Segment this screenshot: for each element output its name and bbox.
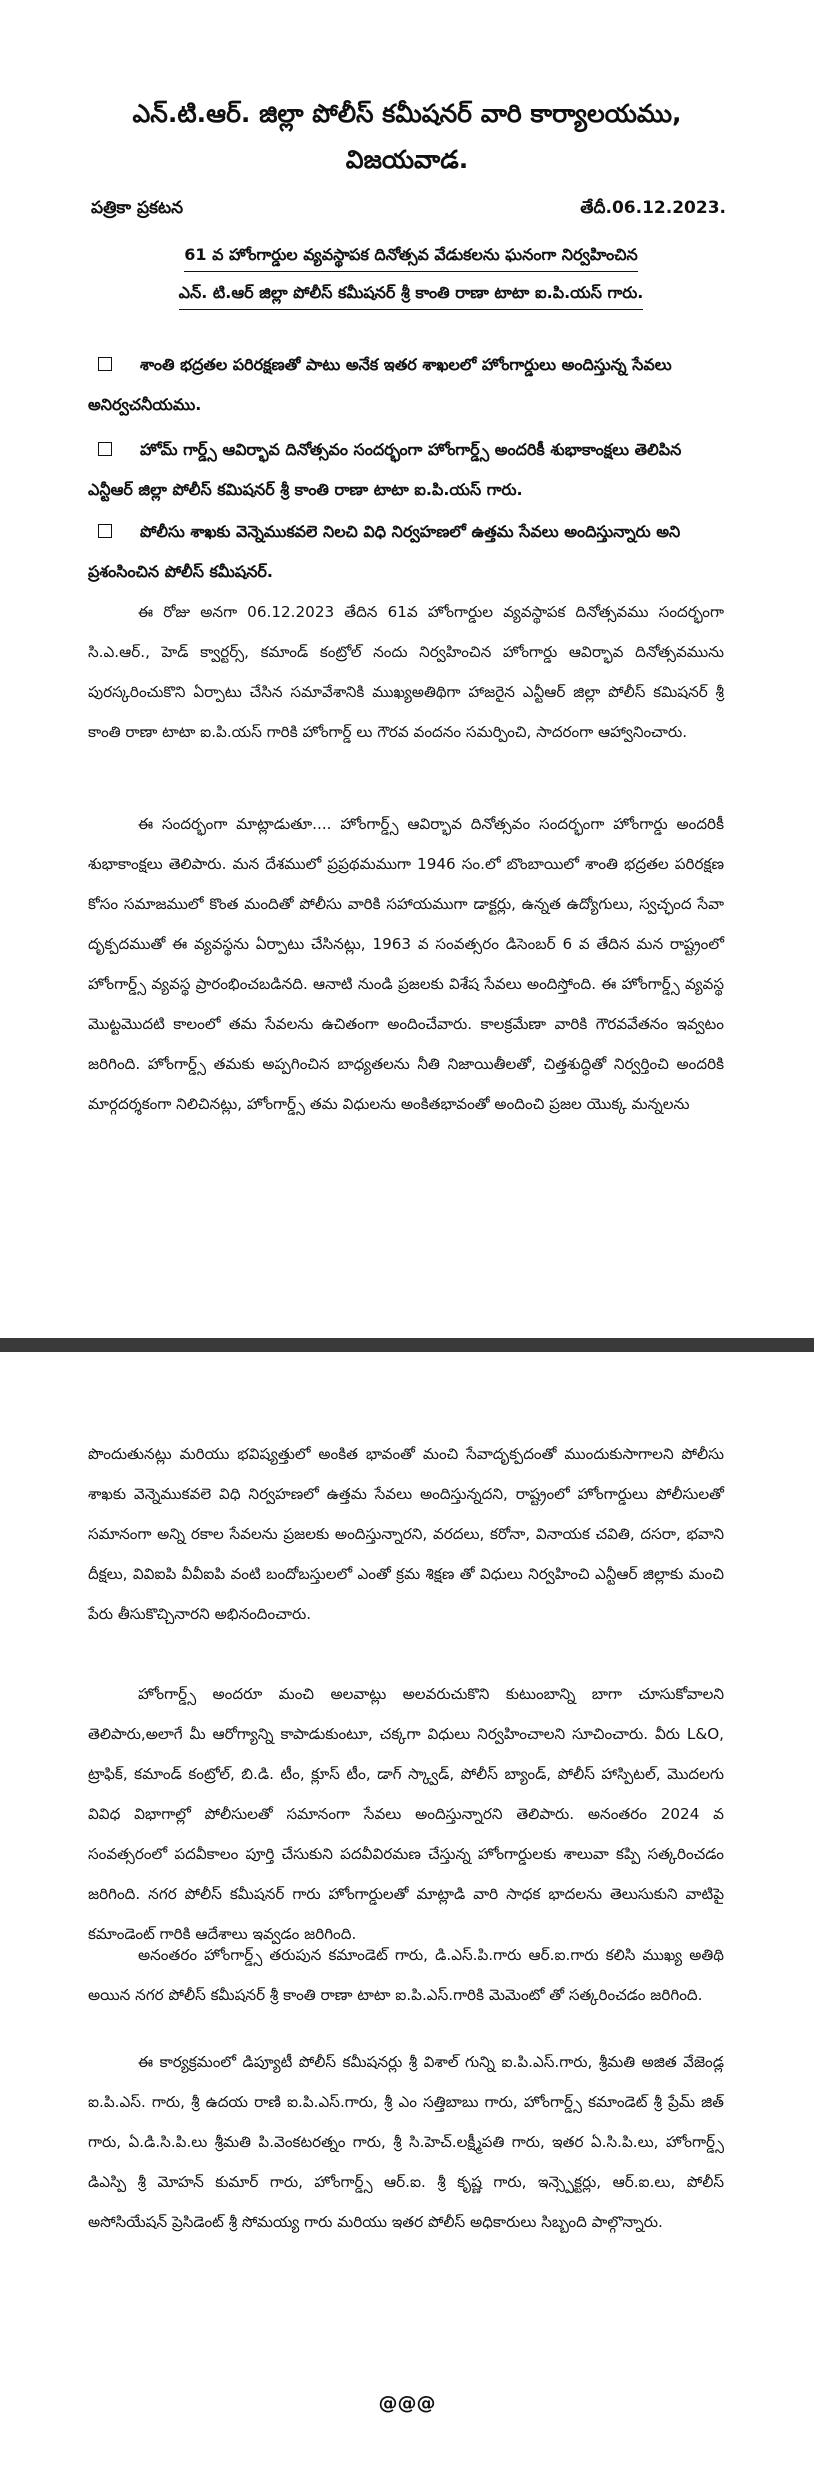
body-paragraph: అనంతరం హోంగార్డ్స్ తరుపున కమాండెట్ గారు, డి.ఎస్.పి.గారు ఆర్.ఐ.గారు కలిసి ముఖ్య అతిథి అయిన నగర పోలీస్ కమీషనర్ శ్రీ కాంతి రాణా టాటా ఐ.పి.ఎస్.గారికి మెమెంటో తో సత్కరించడం జరిగింది. <box>88 1946 724 2004</box>
checkbox-bullet-icon <box>98 524 112 538</box>
press-release-label: పత్రికా ప్రకటన <box>91 198 184 218</box>
press-release-date: తేదీ.06.12.2023. <box>580 198 726 218</box>
body-paragraph: హోంగార్డ్స్ అందరూ మంచి అలవాట్లు అలవరుచుకొని కుటుంబాన్ని బాగా చూసుకోవాలని తెలిపారు,అలాగే మీ ఆరోగ్యాన్ని కాపాడుకుంటూ, చక్కగా విధులు నిర్వహించాలని సూచించారు. వీరు L&O, ట్రాఫిక్, కమాండ్ కంట్రోల్, బి.డి. టీం, క్లూస్ టీం, డాగ్ స్క్వాడ్, పోలీస్ బ్యాండ్, పోలీస్ హాస్పిటల్, మొదలగు వివిధ విభాగాల్లో పోలీసులతో సమానంగా సేవలు అందిస్తున్నారని తెలిపారు. అనంతరం 2024 వ సంవత్సరంలో పదవీకాలం పూర్తి చేసుకుని పదవీవిరమణ చేస్తున్న హోంగార్డులకు శాలువా కప్పి సత్కరించడం జరిగింది. నగర పోలీస్ కమీషనర్ గారు హోంగార్డులతో మాట్లాడి వారి సాధక భాదలను తెలుసుకుని వాటిపై కమాండెంట్ గారికి ఆదేశాలు ఇవ్వడం జరిగింది. <box>88 1685 724 1943</box>
page-separator <box>0 1338 814 1352</box>
body-paragraph: పొందుతునట్లు మరియు భవిష్యత్తులో అంకిత భావంతో మంచి సేవాదృక్పదంతో ముందుకుసాగాలని పోలీసు శాఖకు వెన్నెముకవలె విధి నిర్వహణలో ఉత్తమ సేవలు అందిస్తున్నదని, రాష్ట్రంలో హోంగార్డులు పోలీసులతో సమానంగా అన్ని రకాల సేవలను ప్రజలకు అందిస్తున్నారని, వరదలు, కరోనా, వినాయక చవితి, దసరా, భవాని దీక్షలు, వివిఐపి వీవీఐపి వంటి బందోబస్తులలో ఎంతో క్రమ శిక్షణ తో విధులు నిర్వహించి ఎన్టీఆర్ జిల్లాకు మంచి పేరు తీసుకొచ్చినారని అభినందించారు. <box>88 1445 724 1623</box>
office-city: విజయవాడ. <box>345 145 469 174</box>
office-title: ఎన్.టి.ఆర్. జిల్లా పోలీస్ కమీషనర్ వారి కార్యాలయము, <box>132 99 682 128</box>
body-paragraph: ఈ కార్యక్రమంలో డిప్యూటీ పోలీస్ కమీషనర్లు శ్రీ విశాల్ గున్ని ఐ.పి.ఎస్.గారు, శ్రీమతి అజిత వేజెండ్ల ఐ.పి.ఎస్. గారు, శ్రీ ఉదయ రాణి ఐ.పి.ఎస్.గారు, శ్రీ ఎం సత్తిబాబు గారు, హోంగార్డ్స్ కమాండెట్ శ్రీ ప్రేమ్ జిత్ గారు, ఏ.డి.సి.పి.లు శ్రీమతి పి.వెంకటరత్నం గారు, శ్రీ సి.హెచ్.లక్ష్మీపతి గారు, ఇతర ఏ.సి.పి.లు, హోంగార్డ్స్ డిఎస్పి శ్రీ మోహన్ కుమార్ గారు, హోంగార్డ్స్ ఆర్.ఐ. శ్రీ కృష్ణ గారు, ఇన్స్పెక్టర్లు, ఆర్.ఐ.లు, పోలీస్ అసోసియేషన్ ప్రెసిడెంట్ శ్రీ సోమయ్య గారు మరియు ఇతర పోలీస్ అధికారులు సిబ్బంది పాల్గొన్నారు. <box>88 2053 724 2231</box>
highlight-item: పోలీసు శాఖకు వెన్నెముకవలె నిలచి విధి నిర్వహణలో ఉత్తమ సేవలు అందిస్తున్నారు అని ప్రశంసించిన పోలీస్ కమీషనర్. <box>88 522 681 581</box>
highlight-item: హోమ్ గార్డ్స్ ఆవిర్భావ దినోత్సవం సందర్భంగా హోంగార్డ్స్ అందరికీ శుభాకాంక్షలు తెలిపిన ఎన్టీఆర్ జిల్లా పోలీస్ కమిషనర్ శ్రీ కాంతి రాణా టాటా ఐ.పి.యస్ గారు. <box>88 440 682 499</box>
checkbox-bullet-icon <box>98 442 112 456</box>
highlight-item: శాంతి భద్రతల పరిరక్షణతో పాటు అనేక ఇతర శాఖలలో హోంగార్డులు అందిస్తున్న సేవలు అనిర్వచనీయము. <box>88 355 672 414</box>
document-page-2 <box>0 1352 814 2468</box>
checkbox-bullet-icon <box>98 357 112 371</box>
headline-line-1: 61 వ హోంగార్డుల వ్యవస్థాపక దినోత్సవ వేడుకలను ఘనంగా నిర్వహించిన <box>156 245 666 272</box>
body-paragraph: ఈ రోజు అనగా 06.12.2023 తేదిన 61వ హోంగార్డుల వ్యవస్థాపక దినోత్సవము సందర్భంగా సి.ఎ.ఆర్., హెడ్ క్వార్టర్స్, కమాండ్ కంట్రోల్ నందు నిర్వహించిన హోంగార్డు ఆవిర్భావ దినోత్సవమును పురస్కరించుకొని ఏర్పాటు చేసిన సమావేశానికి ముఖ్యఅతిథిగా హాజరైన ఎన్టీఆర్ జిల్లా పోలీస్ కమిషనర్ శ్రీ కాంతి రాణా టాటా ఐ.పి.యస్ గారికి హోంగార్డ్ లు గౌరవ వందనం సమర్పించి, సాదరంగా ఆహ్వానించారు. <box>88 603 724 741</box>
headline-line-2: ఎన్. టి.ఆర్ జిల్లా పోలీస్ కమీషనర్ శ్రీ కాంతి రాణా టాటా ఐ.పి.యస్ గారు. <box>156 283 666 310</box>
body-paragraph: ఈ సందర్భంగా మాట్లాడుతూ.... హోంగార్డ్స్ ఆవిర్భావ దినోత్సవం సందర్భంగా హోంగార్డు అందరికీ శుభాకాంక్షలు తెలిపారు. మన దేశములో ప్రప్రథమముగా 1946 సం.లో బొంబాయిలో శాంతి భద్రతల పరిరక్షణ కోసం సమాజములో కొంత మందితో పోలీసు వారికి సహాయముగా డాక్టర్లు, ఉన్నత ఉద్యోగులు, స్వచ్ఛంద సేవా దృక్పదముతో ఈ వ్యవస్థను ఏర్పాటు చేసినట్లు, 1963 వ సంవత్సరం డిసెంబర్ 6 వ తేదిన మన రాష్ట్రంలో హోంగార్డ్స్ వ్యవస్థ ప్రారంభించబడినది. ఆనాటి నుండి ప్రజలకు విశేష సేవలు అందిస్తోంది. ఈ హోంగార్డ్స్ వ్యవస్థ మొట్టమొదటి కాలంలో తమ సేవలను ఉచితంగా అందించేవారు. కాలక్రమేణా వారికి గౌరవవేతనం ఇవ్వటం జరిగింది. హోంగార్డ్స్ తమకు అప్పగించిన బాధ్యతలను నీతి నిజాయితీలతో, చిత్తశుద్ధితో నిర్వర్తించి అందరికి మార్గదర్శకంగా నిలిచినట్లు, హోంగార్డ్స్ తమ విధులను అంకితభావంతో అందించి ప్రజల యొక్క మన్నలను <box>88 815 724 1113</box>
closing-mark: @@@ <box>378 2392 436 2414</box>
